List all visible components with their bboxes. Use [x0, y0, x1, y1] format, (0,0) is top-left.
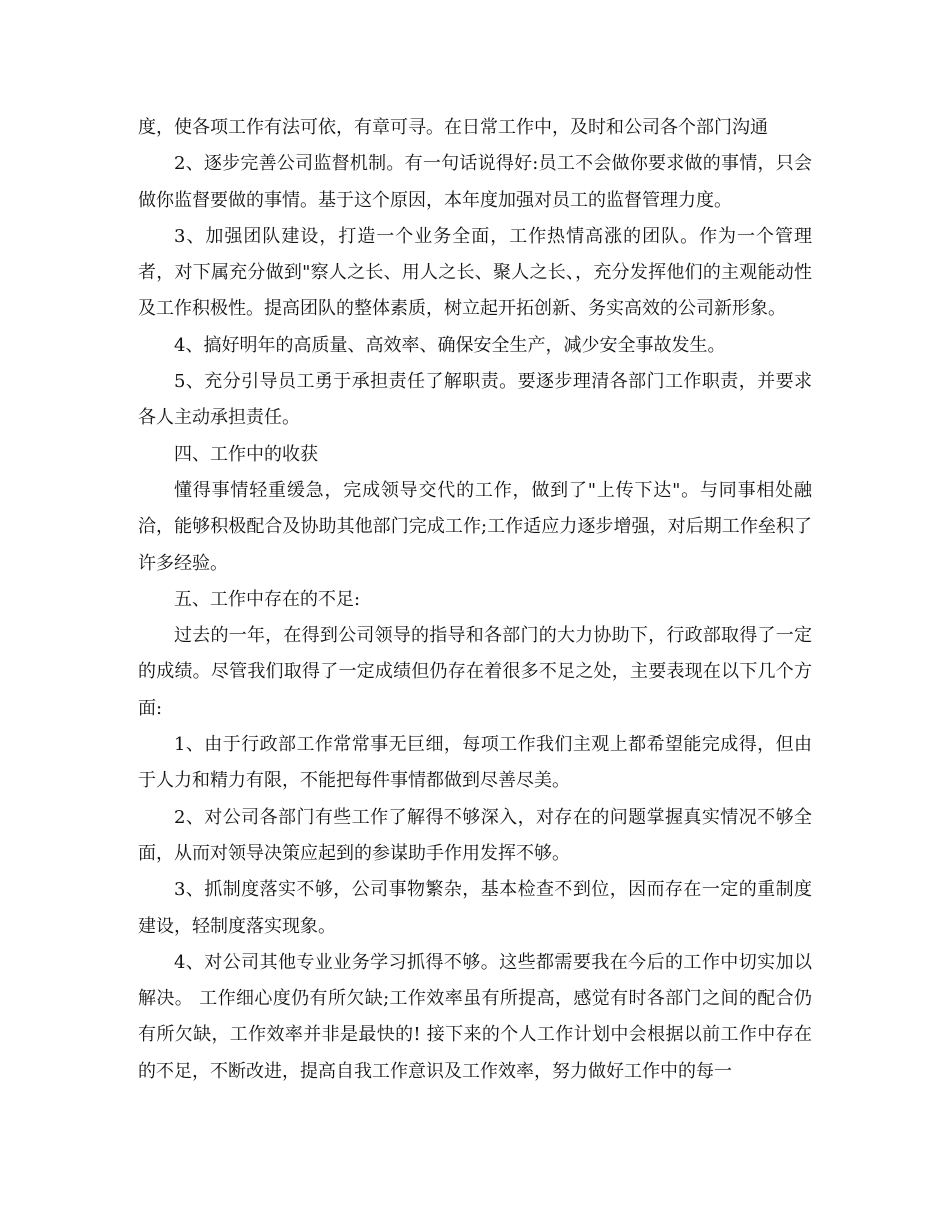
- paragraph-team-building: 3、加强团队建设，打造一个业务全面，工作热情高涨的团队。作为一个管理者，对下属充分做到"察人之长、用人之长、聚人之长、，充分发挥他们的主观能动性及工作积极性。提高团队的整体素质，树立起开拓创新、务实高效的公司新形象。: [138, 225, 812, 320]
- paragraph-shortcoming-4: 4、对公司其他专业业务学习抓得不够。这些都需要我在今后的工作中切实加以解决。 工作细心度仍有所欠缺;工作效率虽有所提高，感觉有时各部门之间的配合仍有所欠缺，工作效率并非是最快的! 接下来的个人工作计划中会根据以前工作中存在的不足，不断改进，提高自我工作意识及工作效率，努力做好工作中的每一: [138, 951, 812, 1082]
- paragraph-supervision: 2、逐步完善公司监督机制。有一句话说得好:员工不会做你要求做的事情，只会做你监督要做的事情。基于这个原因，本年度加强对员工的监督管理力度。: [138, 153, 812, 211]
- section-heading-shortcomings: 五、工作中存在的不足:: [174, 588, 361, 610]
- document-body: [138, 110, 812, 1090]
- paragraph-safety: 4、搞好明年的高质量、高效率、确保安全生产，减少安全事故发生。: [174, 334, 726, 356]
- section-heading-gains: 四、工作中的收获: [174, 443, 318, 465]
- paragraph-shortcomings-intro: 过去的一年，在得到公司领导的指导和各部门的大力协助下，行政部取得了一定的成绩。尽管我们取得了一定成绩但仍存在着很多不足之处，主要表现在以下几个方面:: [138, 625, 812, 719]
- paragraph-shortcoming-2: 2、对公司各部门有些工作了解得不够深入，对存在的问题掌握真实情况不够全面，从而对领导决策应起到的参谋助手作用发挥不够。: [138, 806, 812, 864]
- paragraph-responsibility: 5、充分引导员工勇于承担责任了解职责。要逐步理清各部门工作职责，并要求各人主动承担责任。: [138, 371, 812, 429]
- paragraph-continuation: 度，使各项工作有法可依，有章可寻。在日常工作中，及时和公司各个部门沟通: [138, 117, 768, 138]
- paragraph-gains: 懂得事情轻重缓急，完成领导交代的工作，做到了"上传下达"。与同事相处融洽，能够积极配合及协助其他部门完成工作;工作适应力逐步增强，对后期工作垒积了许多经验。: [138, 479, 812, 574]
- paragraph-shortcoming-1: 1、由于行政部工作常常事无巨细，每项工作我们主观上都希望能完成得，但由于人力和精力有限，不能把每件事情都做到尽善尽美。: [138, 734, 812, 792]
- paragraph-shortcoming-3: 3、抓制度落实不够，公司事物繁杂，基本检查不到位，因而存在一定的重制度建设，轻制度落实现象。: [138, 879, 812, 937]
